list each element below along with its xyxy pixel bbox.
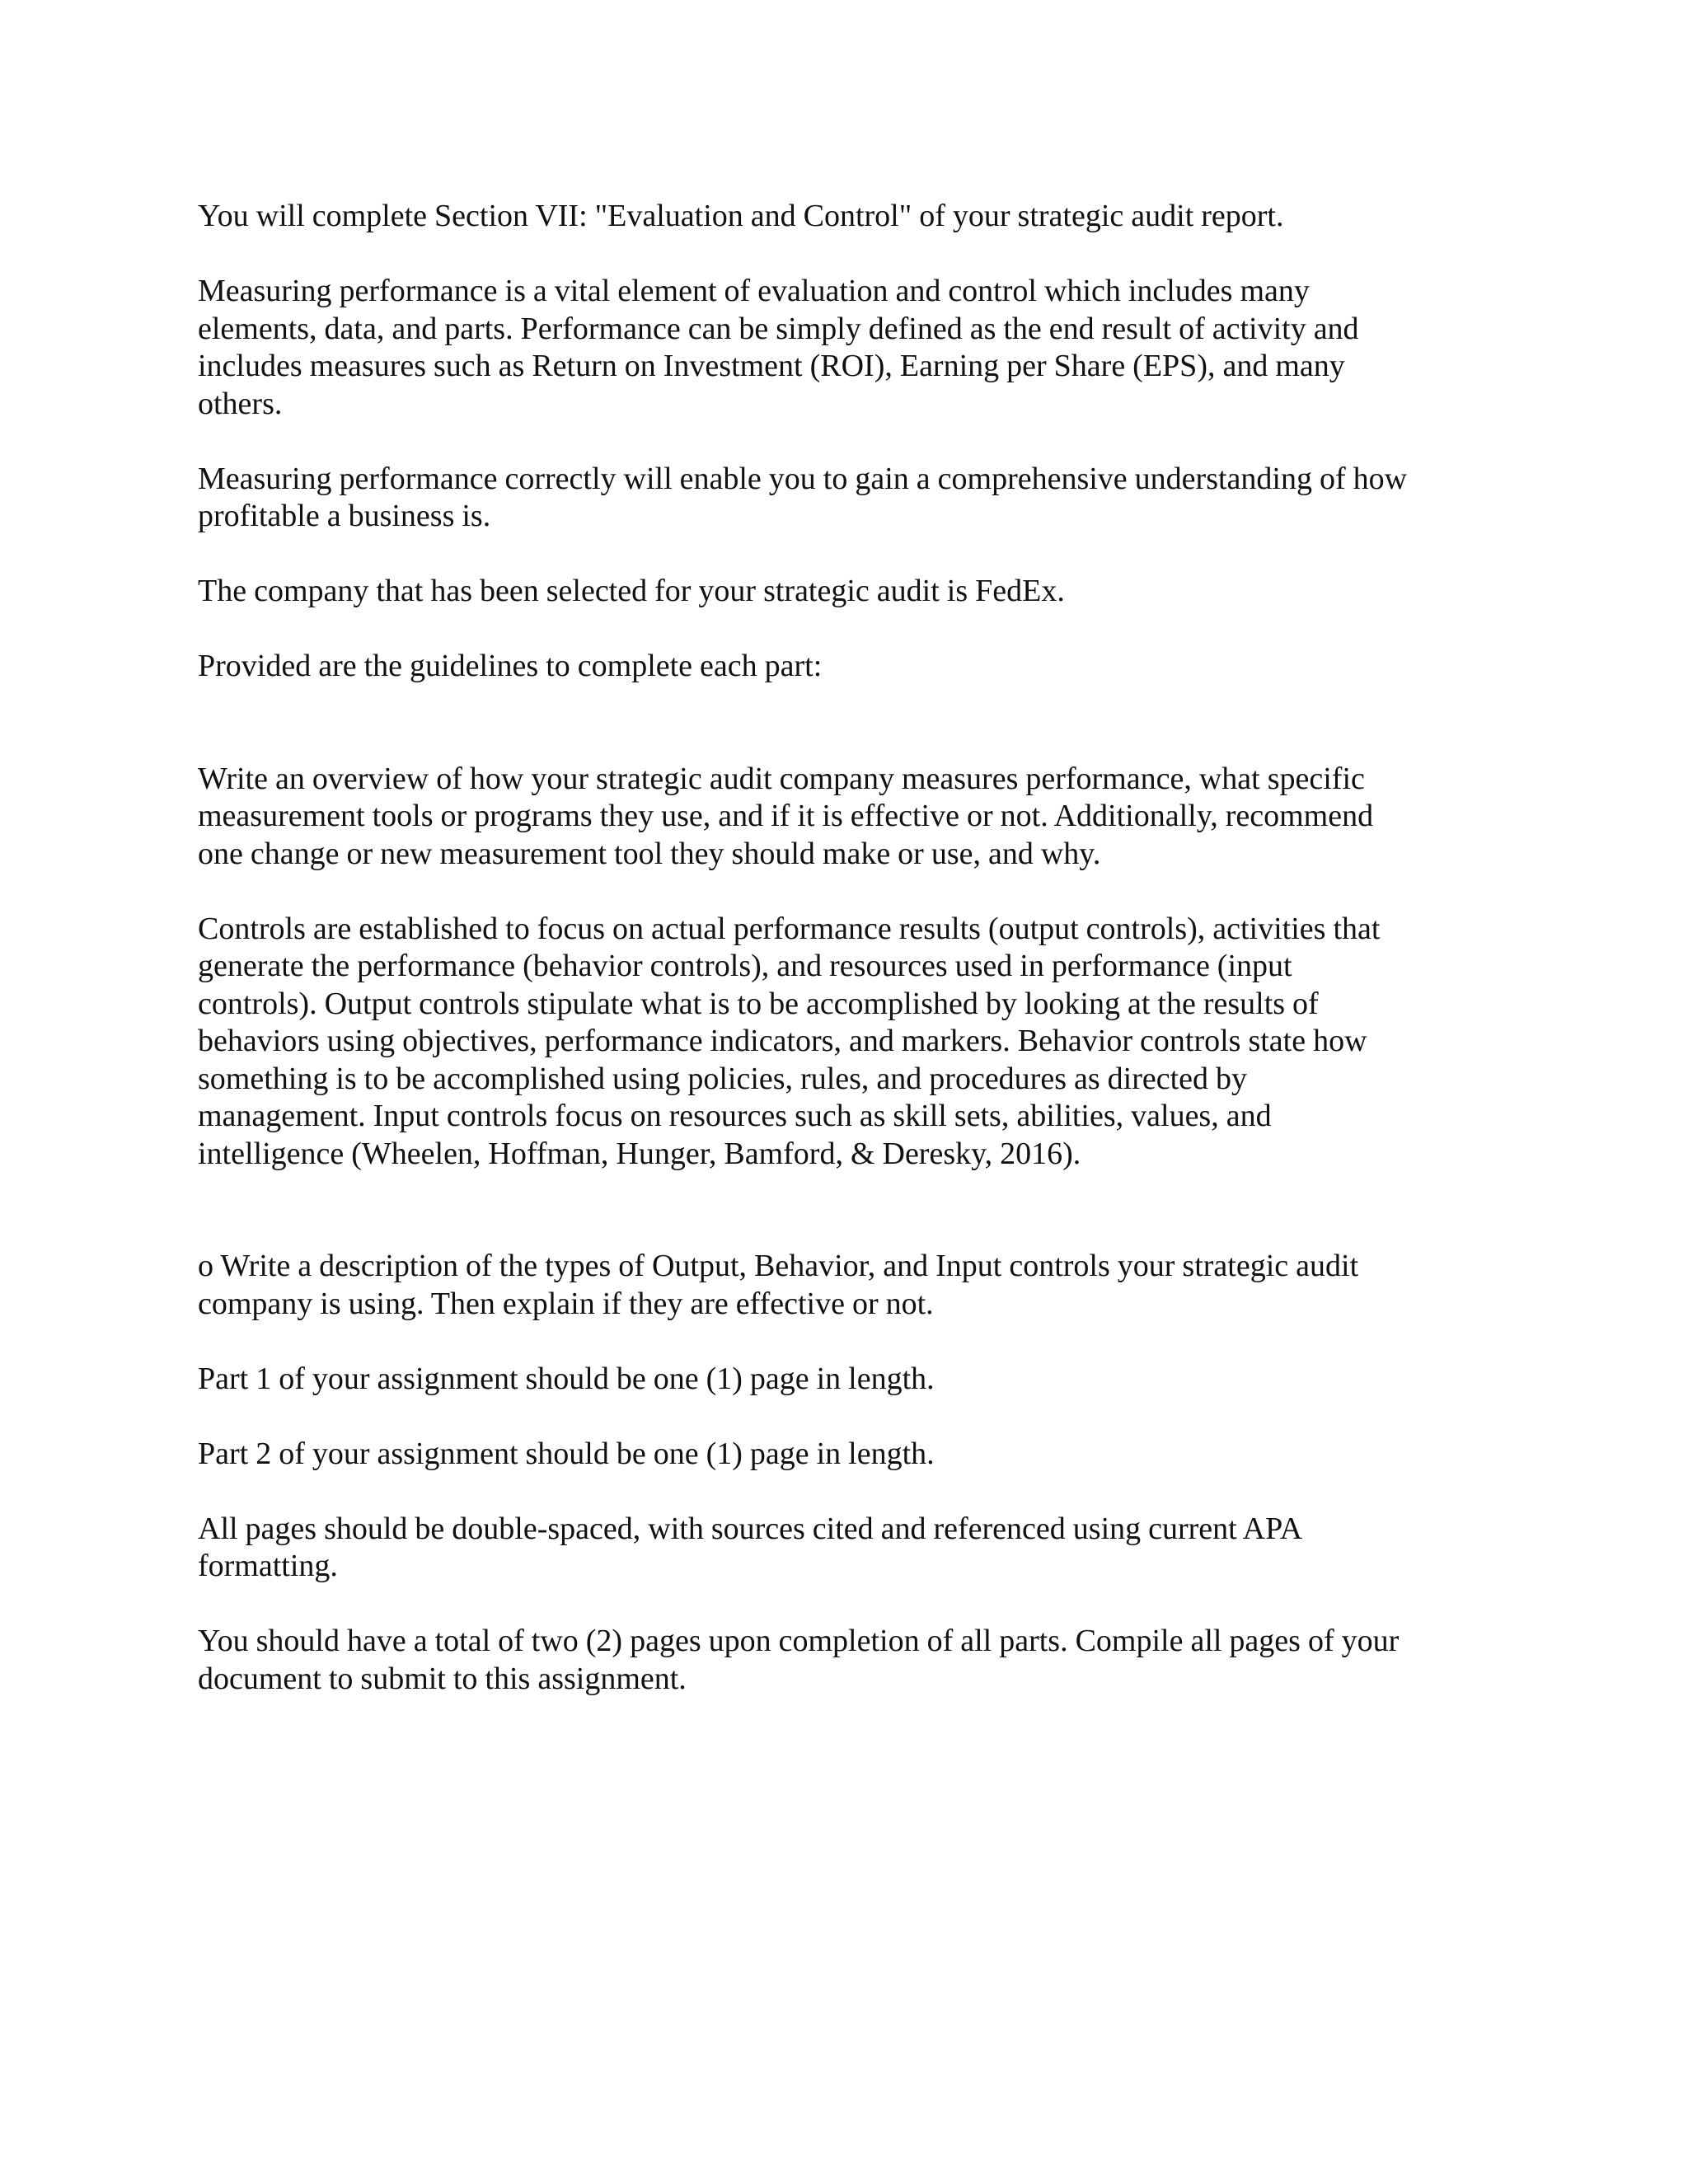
paragraph-spacer [198, 873, 1517, 911]
part1-length-paragraph: Part 1 of your assignment should be one (1) page in length. [198, 1361, 935, 1396]
paragraph-spacer [198, 1586, 1517, 1624]
paragraph-spacer [198, 611, 1517, 649]
section-spacer [198, 1173, 1517, 1248]
formatting-paragraph: All pages should be double-spaced, with sources cited and referenced using current APA formatting. [198, 1511, 1303, 1583]
paragraph-spacer [198, 423, 1517, 461]
document-page [198, 198, 1517, 1698]
paragraph-spacer [198, 236, 1517, 274]
controls-paragraph: Controls are established to focus on actual performance results (output controls), activities that generate the performance (behavior controls), and resources used in performance (input controls). Output controls stipulate what is to be accomplished by looking at the results of behaviors using objectives, performance indicators, and markers. Behavior controls state how something is to be accomplished using policies, rules, and procedures as directed by management. Input controls focus on resources such as skill sets, abilities, values, and intelligence (Wheelen, Hoffman, Hunger, Bamford, & Deresky, 2016). [198, 911, 1381, 1171]
intro-paragraph: You will complete Section VII: "Evaluation and Control" of your strategic audit report. [198, 199, 1284, 233]
measuring-performance-paragraph: Measuring performance is a vital element of evaluation and control which includes many elements, data, and parts. Performance can be simply defined as the end result of activity and includes measures such as Return on Investment (ROI), Earning per Share (EPS), and many others. [198, 274, 1359, 421]
paragraph-spacer [198, 1323, 1517, 1361]
paragraph-spacer [198, 536, 1517, 574]
section-spacer [198, 686, 1517, 761]
part2-prompt-paragraph: o Write a description of the types of Output, Behavior, and Input controls your strategic audit company is using. Then explain if they are effective or not. [198, 1249, 1359, 1321]
part1-prompt-paragraph: Write an overview of how your strategic audit company measures performance, what specific measurement tools or programs they use, and if it is effective or not. Additionally, recommend one change or new measurement tool they should make or use, and why. [198, 761, 1374, 871]
measuring-correctly-paragraph: Measuring performance correctly will enable you to gain a comprehensive understanding of how profitable a business is. [198, 461, 1408, 533]
paragraph-spacer [198, 1398, 1517, 1436]
part2-length-paragraph: Part 2 of your assignment should be one (1) page in length. [198, 1436, 935, 1471]
paragraph-spacer [198, 1473, 1517, 1511]
total-pages-paragraph: You should have a total of two (2) pages upon completion of all parts. Compile all pages of your document to submit to this assignment. [198, 1624, 1400, 1696]
guidelines-paragraph: Provided are the guidelines to complete each part: [198, 649, 823, 683]
company-paragraph: The company that has been selected for your strategic audit is FedEx. [198, 574, 1065, 608]
